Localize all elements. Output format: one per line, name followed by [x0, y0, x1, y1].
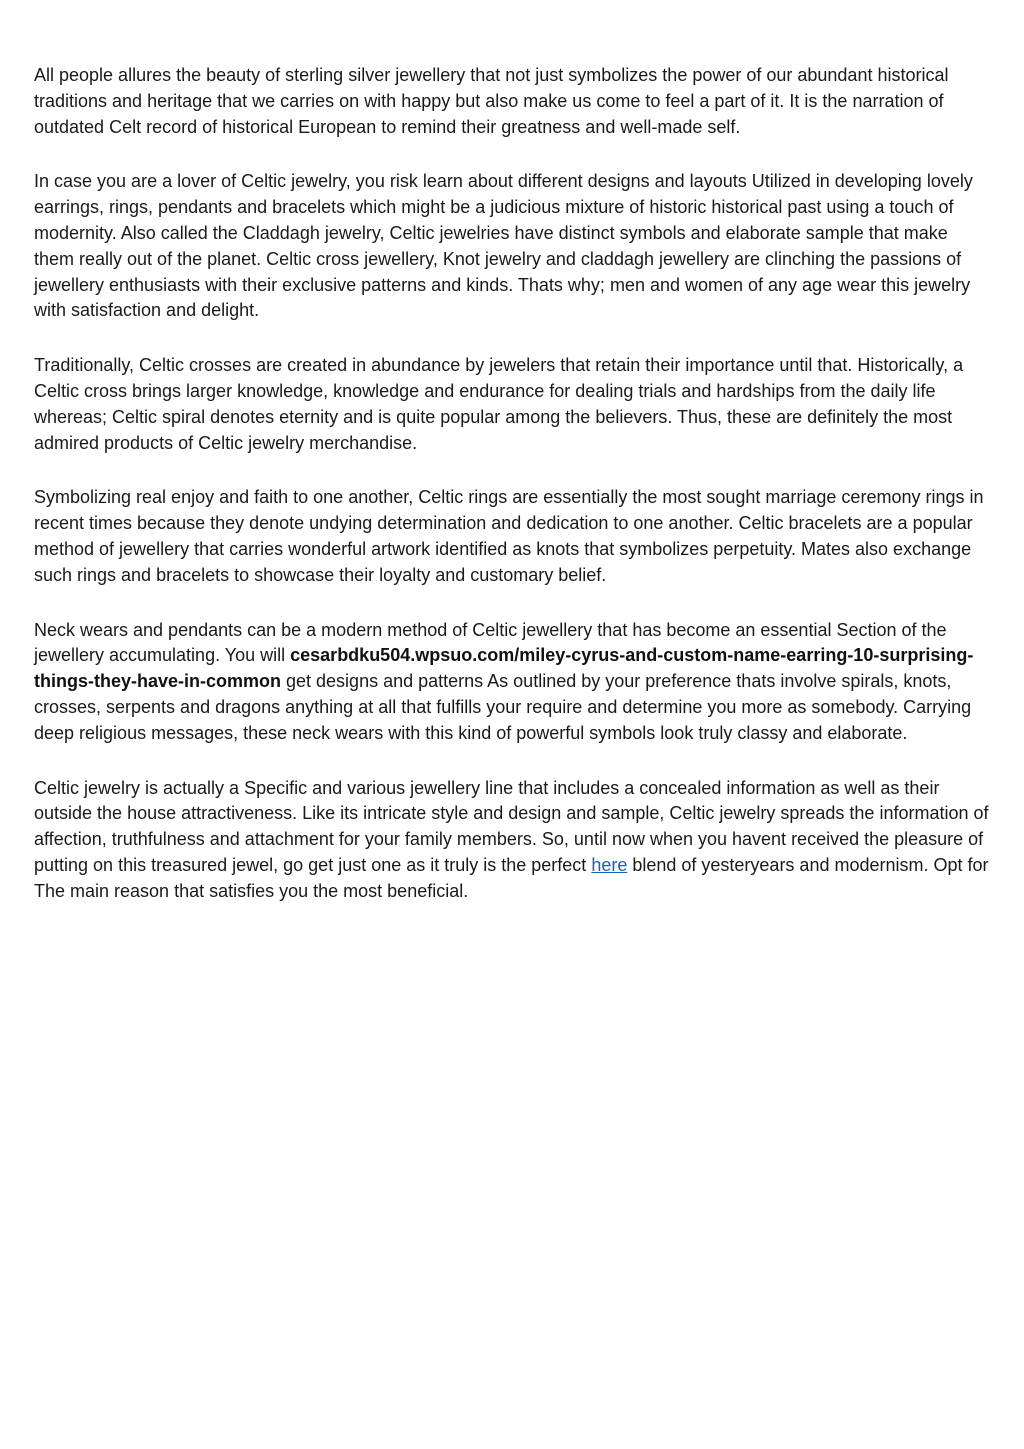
document-body	[34, 63, 992, 934]
paragraph-1: All people allures the beauty of sterling silver jewellery that not just symbolizes the power of our abundant historical traditions and heritage that we carries on with happy but also make us come to feel a part of it. It is the narration of outdated Celt record of historical European to remind their greatness and well-made self.	[34, 65, 949, 137]
paragraph-3: Traditionally, Celtic crosses are created in abundance by jewelers that retain their importance until that. Historically, a Celtic cross brings larger knowledge, knowledge and endurance for dealing trials and hardships from the daily life whereas; Celtic spiral denotes eternity and is quite popular among the believers. Thus, these are definitely the most admired products of Celtic jewelry merchandise.	[34, 355, 964, 453]
paragraph-2: In case you are a lover of Celtic jewelry, you risk learn about different designs and layouts Utilized in developing lovely earrings, rings, pendants and bracelets which might be a judicious mixture of historic historical past using a touch of modernity. Also called the Claddagh jewelry, Celtic jewelries have distinct symbols and elaborate sample that make them really out of the planet. Celtic cross jewellery, Knot jewelry and claddagh jewellery are clinching the passions of jewellery enthusiasts with their exclusive patterns and kinds. Thats why; men and women of any age wear this jewelry with satisfaction and delight.	[34, 171, 973, 321]
bold-url-text: cesarbdku504.wpsuo.com/miley-cyrus-and-custom-name-earring-10-surprising-things-they-have-in-common	[34, 645, 974, 692]
paragraph-6	[34, 776, 992, 905]
paragraph-5-text-start: Neck wears and pendants can be a modern method of Celtic jewellery that has become an essential Section of the jewellery accumulating. You will	[34, 619, 947, 666]
paragraph-6-text-start: Celtic jewelry is actually a Specific and various jewellery line that includes a concealed information as well as their outside the house attractiveness. Like its intricate style and design and sample, Celtic jewelry spreads the information of affection, truthfulness and attachment for your family members. So, until now when you havent received the pleasure of putting on this treasured jewel, go get just one as it truly is the perfect	[34, 777, 989, 875]
paragraph-4: Symbolizing real enjoy and faith to one another, Celtic rings are essentially the most sought marriage ceremony rings in recent times because they denote undying determination and dedication to one another. Celtic bracelets are a popular method of jewellery that carries wonderful artwork identified as knots that symbolizes perpetuity. Mates also exchange such rings and bracelets to showcase their loyalty and customary belief.	[34, 487, 984, 585]
here-link[interactable]: here	[591, 854, 628, 875]
paragraph-5-text-end: get designs and patterns As outlined by your preference thats involve spirals, knots, crosses, serpents and dragons anything at all that fulfills your require and determine you more as somebody. Carrying deep religious messages, these neck wears with this kind of powerful symbols look truly classy and elaborate.	[34, 671, 972, 743]
paragraph-5	[34, 618, 992, 747]
paragraph-6-text-end: blend of yesteryears and modernism. Opt for The main reason that satisfies you the most beneficial.	[34, 854, 989, 901]
